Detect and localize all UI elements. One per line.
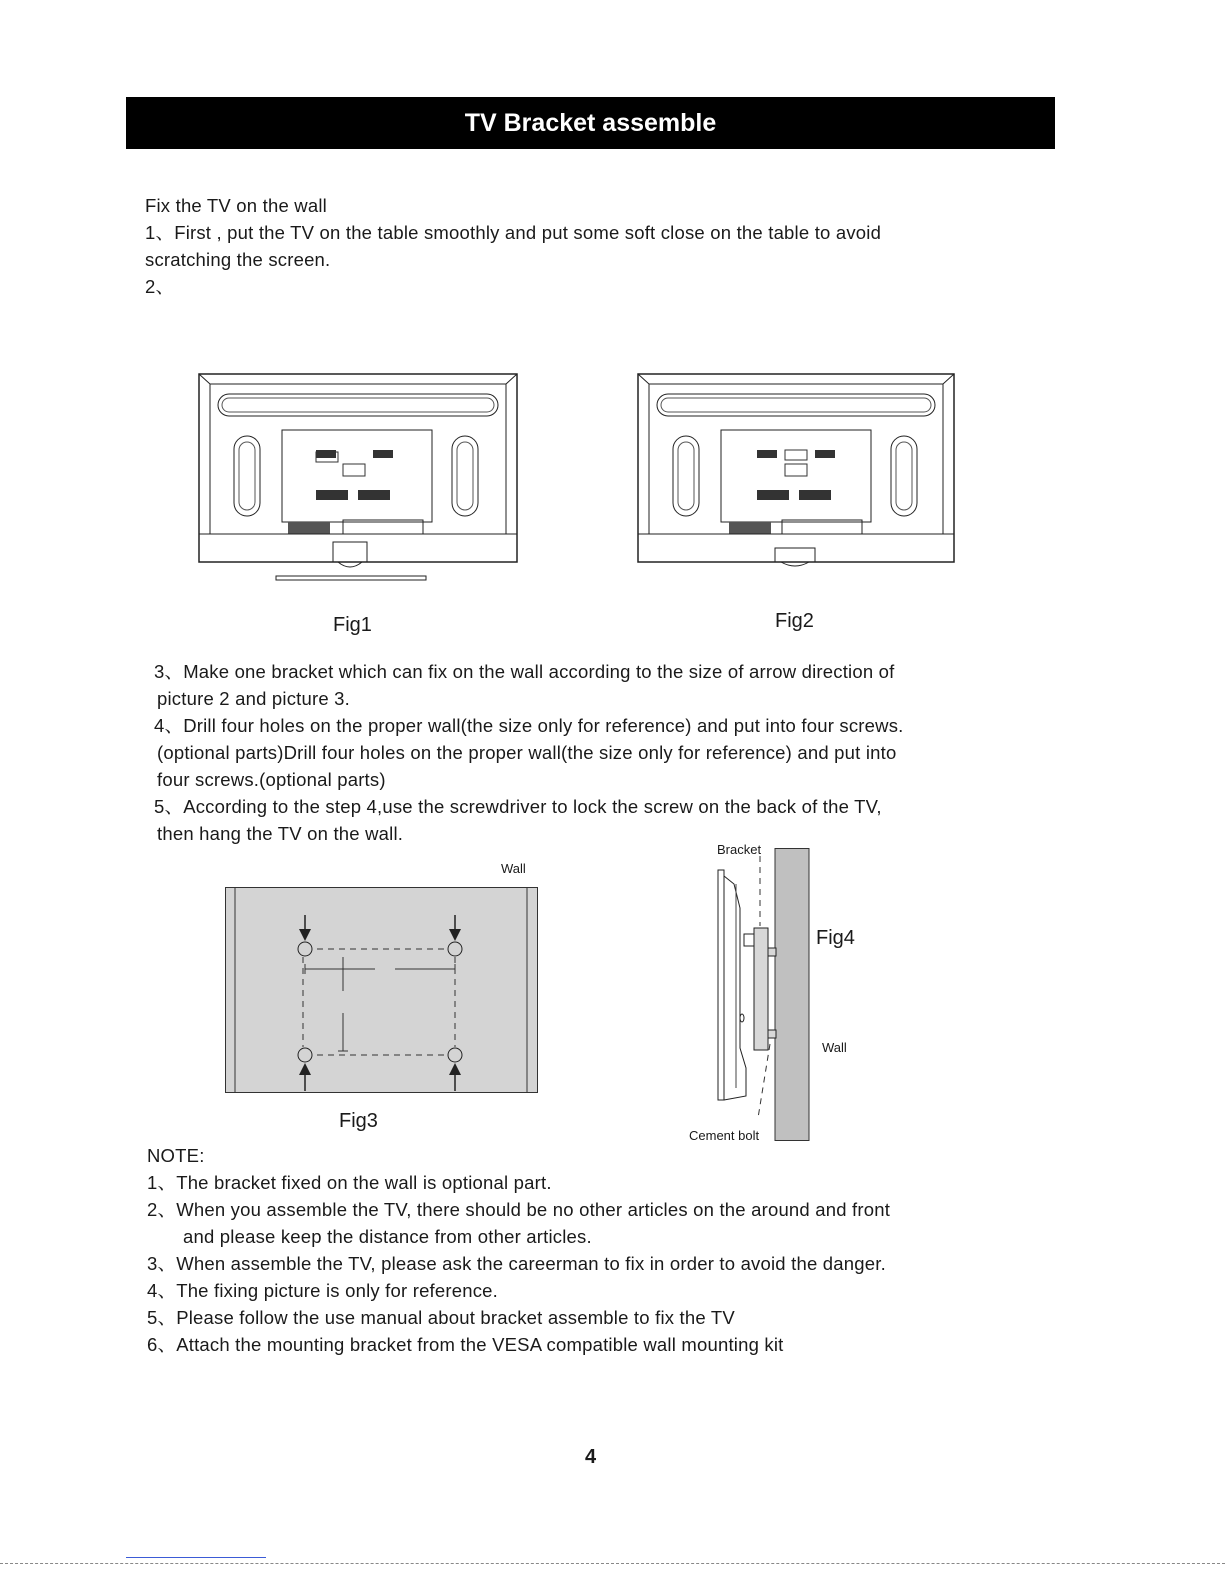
note-item-2-cont: and please keep the distance from other articles. [183, 1226, 592, 1247]
step-4-cont-2: four screws.(optional parts) [157, 769, 386, 790]
note-item-5: 5、Please follow the use manual about bracket assemble to fix the TV [147, 1307, 735, 1328]
step-5-cont: then hang the TV on the wall. [157, 823, 404, 844]
step-4: 4、Drill four holes on the proper wall(the size only for reference) and put into four screws. [154, 715, 904, 736]
footer-dotted-rule [0, 1563, 1225, 1564]
fig4-label: Fig4 [816, 927, 855, 949]
side-view-diagram [700, 848, 815, 1143]
page-header [126, 97, 1055, 149]
intro-step-2: 2、 [145, 276, 175, 297]
step-3: 3、Make one bracket which can fix on the wall according to the size of arrow direction of [154, 661, 895, 682]
fig1-label: Fig1 [333, 614, 372, 636]
note-item-6: 6、Attach the mounting bracket from the VESA compatible wall mounting kit [147, 1334, 784, 1355]
step-4-cont: (optional parts)Drill four holes on the proper wall(the size only for reference) and put into [157, 742, 897, 763]
fig2-label: Fig2 [775, 610, 814, 632]
bracket-label: Bracket [717, 842, 762, 857]
intro-heading: Fix the TV on the wall [145, 195, 327, 216]
intro-step-1: 1、First , put the TV on the table smoothly and put some soft close on the table to avoid [145, 222, 882, 243]
note-item-4: 4、The fixing picture is only for reference. [147, 1280, 499, 1301]
wall-hole-diagram [225, 887, 539, 1094]
note-item-3: 3、When assemble the TV, please ask the careerman to fix in order to avoid the danger. [147, 1253, 886, 1274]
page-number: 4 [585, 1446, 597, 1468]
step-3-cont: picture 2 and picture 3. [157, 688, 350, 709]
step-5: 5、According to the step 4,use the screwdriver to lock the screw on the back of the TV, [154, 796, 882, 817]
footer-line [126, 1557, 266, 1558]
note-item-2: 2、When you assemble the TV, there should be no other articles on the around and front [147, 1199, 891, 1220]
intro-step-1-cont: scratching the screen. [145, 249, 331, 270]
tv-back-fig1 [198, 372, 518, 587]
tv-back-fig2 [637, 372, 955, 570]
note-title: NOTE: [147, 1145, 205, 1166]
wall-label-fig3: Wall [501, 861, 526, 876]
cement-bolt-label: Cement bolt [689, 1128, 760, 1143]
wall-label-fig4: Wall [822, 1040, 847, 1055]
note-item-1: 1、The bracket fixed on the wall is optional part. [147, 1172, 552, 1193]
fig3-label: Fig3 [339, 1110, 378, 1132]
page-title: TV Bracket assemble [464, 108, 717, 137]
